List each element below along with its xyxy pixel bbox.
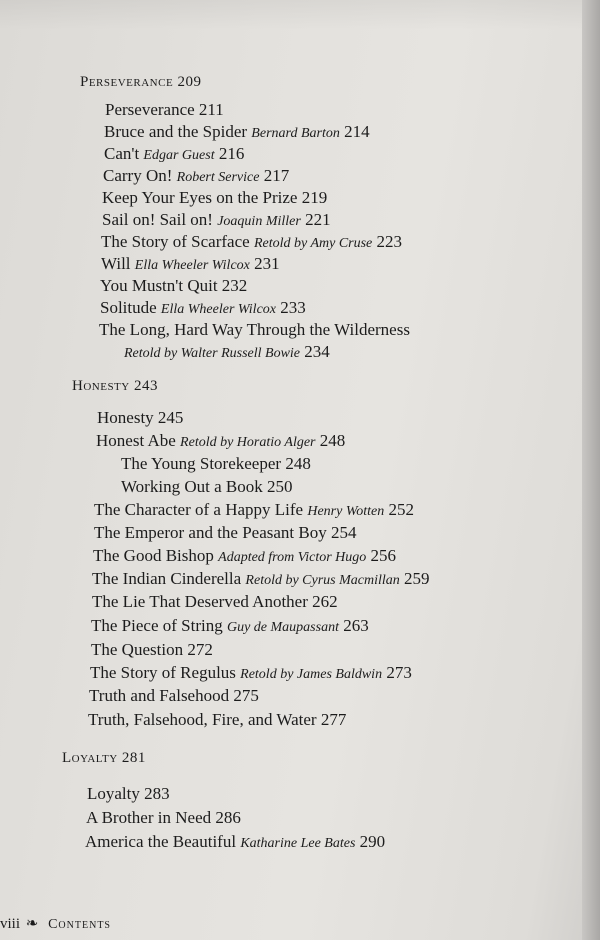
toc-entry: The Emperor and the Peasant Boy 254 — [94, 523, 357, 542]
running-head: Contents — [48, 917, 111, 932]
toc-entry: Keep Your Eyes on the Prize 219 — [102, 188, 328, 207]
toc-entry: Truth, Falsehood, Fire, and Water 277 — [88, 710, 347, 729]
page-shadow — [0, 0, 600, 30]
section-page: 281 — [121, 750, 146, 766]
toc-entry: Solitude Ella Wheeler Wilcox 233 — [100, 298, 306, 317]
page-edge — [582, 0, 600, 940]
toc-entry-continuation: Retold by Walter Russell Bowie 234 — [124, 342, 330, 361]
toc-subentry: Working Out a Book 250 — [121, 477, 293, 496]
section-page: 209 — [177, 74, 202, 90]
section-heading-loyalty — [62, 750, 146, 767]
page-number: viii — [0, 916, 21, 932]
section-title: Honesty — [72, 378, 130, 394]
toc-entry: America the Beautiful Katharine Lee Bates 290 — [85, 832, 386, 851]
toc-entry: Truth and Falsehood 275 — [89, 686, 259, 705]
toc-entry: The Good Bishop Adapted from Victor Hugo 256 — [93, 546, 397, 565]
toc-entry: The Question 272 — [91, 640, 213, 659]
section-title: Perseverance — [80, 74, 174, 90]
toc-entry: The Long, Hard Way Through the Wilderness — [99, 320, 410, 339]
toc-entry: Sail on! Sail on! Joaquin Miller 221 — [102, 210, 331, 229]
fleuron-icon: ❧ — [25, 916, 39, 932]
toc-entry: The Story of Scarface Retold by Amy Cruse 223 — [101, 232, 403, 251]
toc-entry: Carry On! Robert Service 217 — [103, 166, 290, 185]
toc-entry: The Piece of String Guy de Maupassant 263 — [91, 616, 369, 635]
toc-entry: Bruce and the Spider Bernard Barton 214 — [104, 122, 370, 141]
toc-entry: Perseverance 211 — [105, 100, 224, 119]
section-heading-honesty — [72, 378, 158, 395]
section-heading-perseverance — [80, 74, 201, 91]
toc-entry: The Character of a Happy Life Henry Wotten 252 — [94, 500, 414, 519]
section-title: Loyalty — [62, 750, 118, 766]
toc-entry: A Brother in Need 286 — [86, 808, 241, 827]
toc-entry: The Story of Regulus Retold by James Baldwin 273 — [90, 663, 412, 682]
page-footer — [0, 914, 111, 933]
toc-entry: Honest Abe Retold by Horatio Alger 248 — [96, 431, 346, 450]
toc-entry: You Mustn't Quit 232 — [100, 276, 248, 295]
toc-entry: Loyalty 283 — [87, 784, 170, 803]
toc-subentry: The Young Storekeeper 248 — [121, 454, 311, 473]
toc-entry: Will Ella Wheeler Wilcox 231 — [101, 254, 280, 273]
section-page: 243 — [133, 378, 158, 394]
toc-entry: Honesty 245 — [97, 408, 184, 427]
toc-entry: The Lie That Deserved Another 262 — [92, 592, 338, 611]
toc-entry: The Indian Cinderella Retold by Cyrus Macmillan 259 — [92, 569, 430, 588]
toc-entry: Can't Edgar Guest 216 — [104, 144, 245, 163]
